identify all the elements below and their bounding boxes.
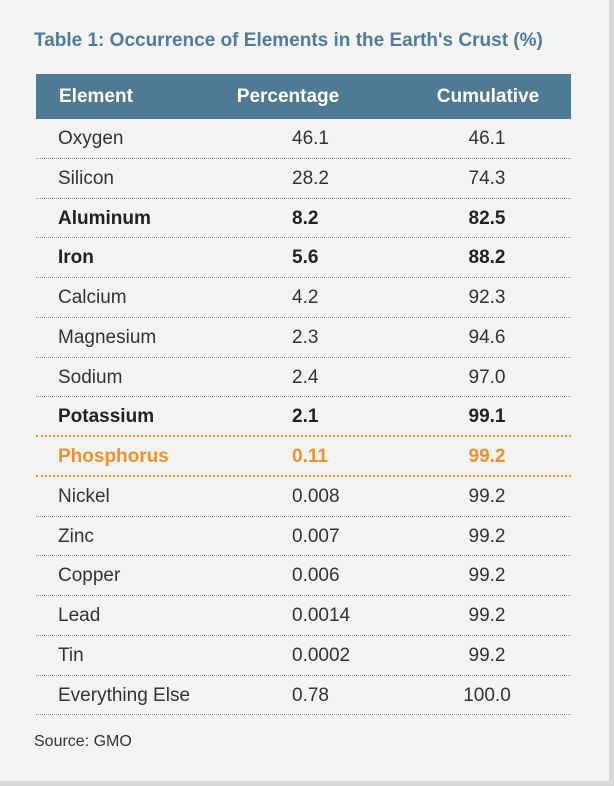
cell-element: Phosphorus <box>58 446 169 467</box>
cell-cumulative: 92.3 <box>468 287 506 308</box>
cell-element: Aluminum <box>58 207 151 229</box>
cell-cumulative: 99.2 <box>468 446 506 467</box>
cell-cumulative: 99.2 <box>468 485 506 507</box>
cell-cumulative: 97.0 <box>468 366 506 388</box>
cell-cumulative: 99.1 <box>468 406 506 428</box>
cell-percentage: 2.1 <box>292 406 319 428</box>
table-row <box>36 636 571 676</box>
table-row <box>36 556 571 596</box>
column-header-element: Element <box>59 86 133 107</box>
table-row <box>36 199 571 239</box>
cell-cumulative: 94.6 <box>468 326 506 348</box>
cell-element: Sodium <box>58 366 123 388</box>
column-header-percentage: Percentage <box>236 86 340 107</box>
table-row <box>36 238 571 278</box>
cell-element: Lead <box>58 605 101 626</box>
cell-element: Potassium <box>58 406 155 428</box>
table-row <box>36 437 571 477</box>
cell-cumulative: 99.2 <box>468 644 506 666</box>
cell-percentage: 0.0014 <box>292 605 351 626</box>
column-header-cumulative: Cumulative <box>436 86 540 107</box>
cell-percentage: 8.2 <box>292 207 319 229</box>
cell-percentage: 5.6 <box>292 247 319 269</box>
source-note: Source: GMO <box>34 733 132 750</box>
table-row <box>36 119 571 159</box>
cell-cumulative: 99.2 <box>468 565 506 587</box>
cell-cumulative: 100.0 <box>463 684 511 706</box>
table-row <box>36 517 571 557</box>
table-row <box>36 477 571 517</box>
cell-element: Nickel <box>58 485 110 507</box>
table-body <box>36 119 571 715</box>
cell-element: Magnesium <box>58 326 157 348</box>
cell-element: Silicon <box>58 167 114 189</box>
cell-percentage: 0.006 <box>292 565 340 587</box>
cell-element: Everything Else <box>58 684 191 706</box>
cell-cumulative: 99.2 <box>468 605 506 626</box>
cell-percentage: 2.3 <box>292 326 319 348</box>
table-title: Table 1: Occurrence of Elements in the Earth's Crust (%) <box>34 30 543 51</box>
table-row <box>36 278 571 318</box>
cell-element: Calcium <box>58 287 127 308</box>
table-row <box>36 676 571 716</box>
cell-element: Oxygen <box>58 128 124 149</box>
cell-element: Tin <box>58 644 84 666</box>
cell-percentage: 0.0002 <box>292 644 351 666</box>
cell-percentage: 2.4 <box>292 366 319 388</box>
table-row <box>36 397 571 437</box>
cell-percentage: 46.1 <box>292 128 329 149</box>
cell-cumulative: 99.2 <box>468 525 506 547</box>
cell-percentage: 0.78 <box>292 684 329 706</box>
cell-percentage: 0.008 <box>292 485 340 507</box>
cell-percentage: 4.2 <box>292 287 319 308</box>
table-header <box>36 74 571 119</box>
table-row <box>36 596 571 636</box>
cell-element: Zinc <box>58 525 94 547</box>
cell-cumulative: 82.5 <box>468 207 506 229</box>
table-row <box>36 358 571 398</box>
cell-percentage: 28.2 <box>292 167 329 189</box>
cell-cumulative: 88.2 <box>468 247 506 269</box>
cell-cumulative: 74.3 <box>468 167 506 189</box>
cell-element: Iron <box>58 247 94 269</box>
cell-cumulative: 46.1 <box>468 128 506 149</box>
cell-percentage: 0.007 <box>292 525 340 547</box>
table-row <box>36 318 571 358</box>
cell-percentage: 0.11 <box>292 446 328 467</box>
table-row <box>36 159 571 199</box>
cell-element: Copper <box>58 565 121 587</box>
